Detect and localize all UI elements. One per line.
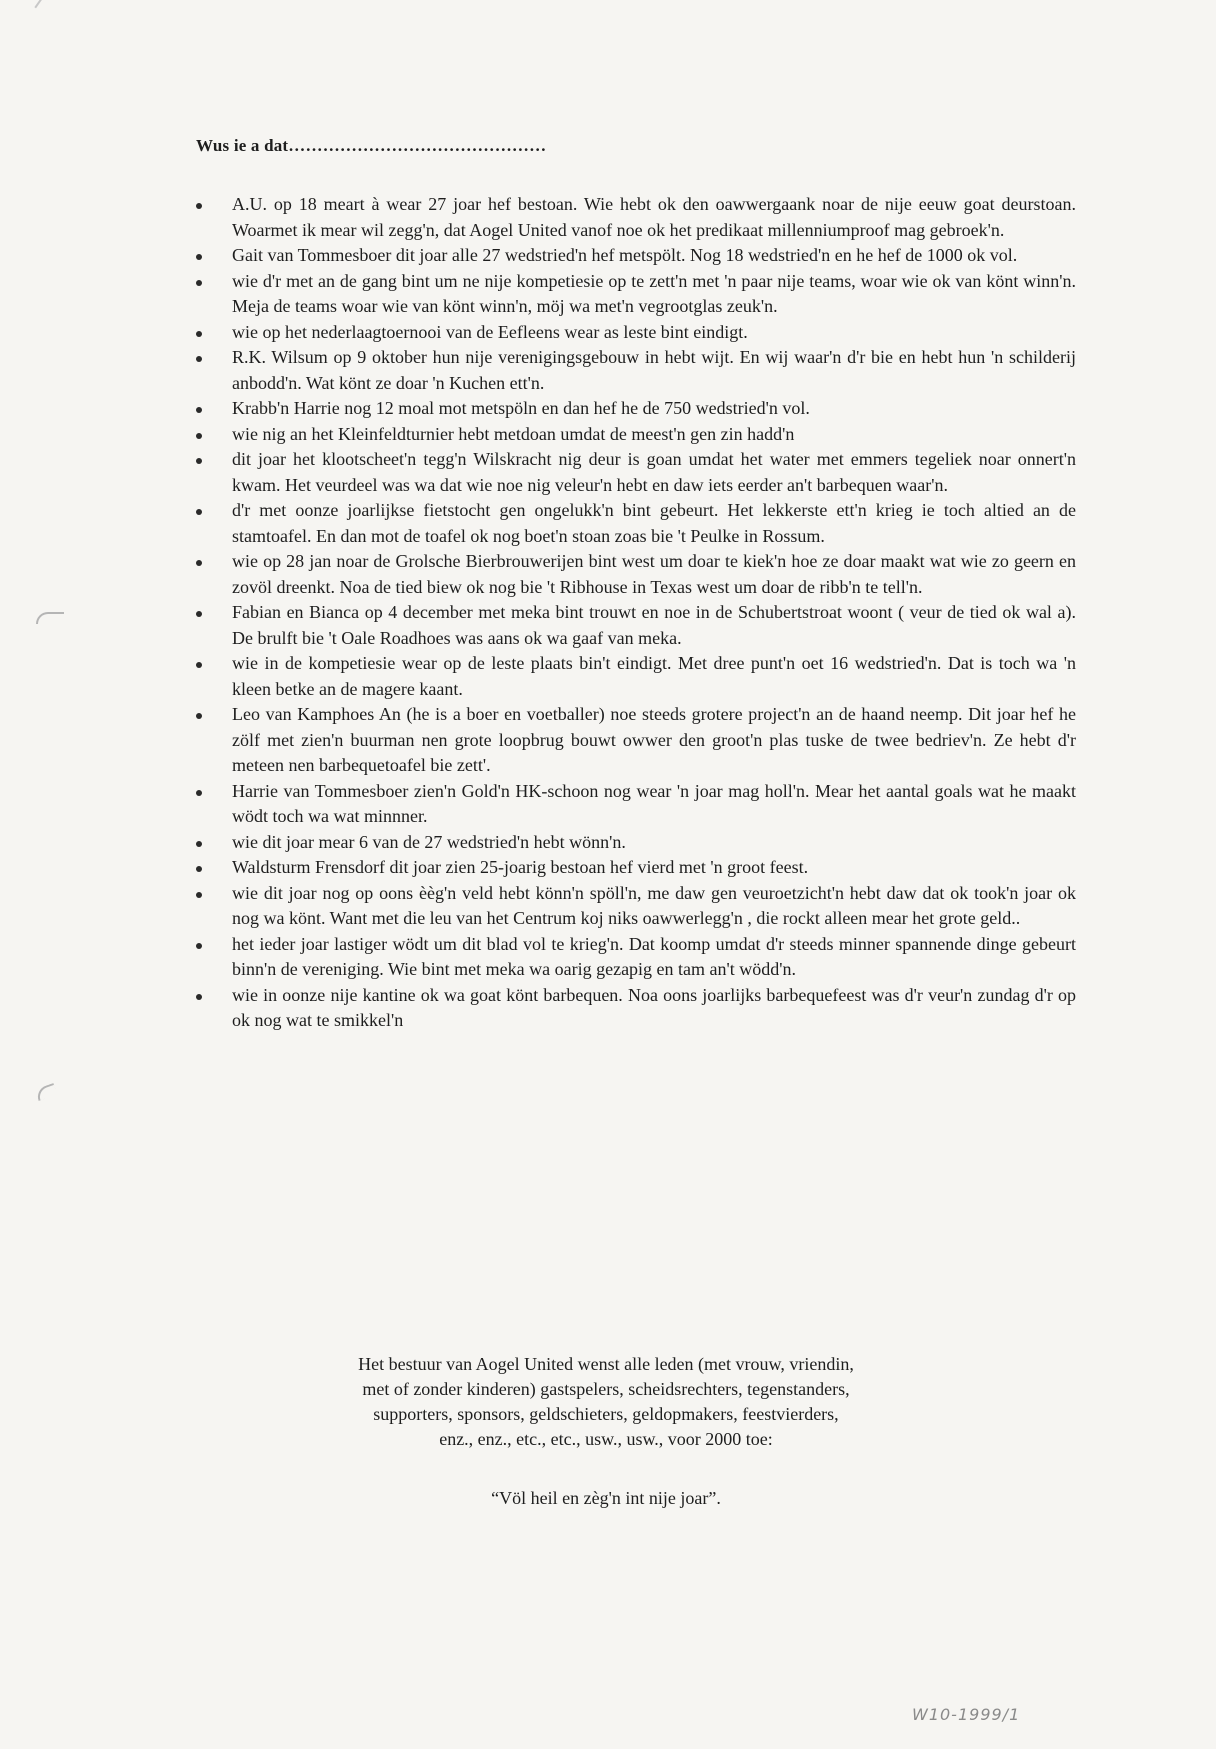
scan-mark [34,0,57,19]
list-item-text: het ieder joar lastiger wödt um dit blad vol te krieg'n. Dat koomp umdat d'r steeds minner spannende dinge gebeurt binn'n de vereniging. Wie bint met meka wa oarig gezapig en tam an't wödd'n. [232,933,1076,979]
bullet-icon [196,943,202,949]
list-item-text: Waldsturm Frensdorf dit joar zien 25-joarig bestoan hef vierd met 'n groot feest. [232,857,809,877]
list-item-text: dit joar het klootscheet'n tegg'n Wilskracht nig deur is goan umdat het water met emmers tegeliek noar onnert'n kwam. Het veurdeel was wa dat wie noe nig veleur'n hebt en daw iets eerder an't barbequen waar'n. [232,449,1076,495]
closing-line: met of zonder kinderen) gastspelers, scheidsrechters, tegenstanders, [362,1379,850,1399]
new-year-wish: “Völ heil en zèg'n int nije joar”. [491,1488,721,1508]
list-item-text: A.U. op 18 meart à wear 27 joar hef bestoan. Wie hebt ok den oawwergaank noar de nije eeuw goat deurstoan. Woarmet ik mear wil zegg'n, dat Aogel United vanof noe ok het predikaat millenniumproof mag gebroek'n. [232,194,1076,240]
bullet-icon [196,254,202,260]
bullet-list [196,192,1076,1034]
list-item [196,983,1076,1034]
list-item-text: Fabian en Bianca op 4 december met meka bint trouwt en noe in de Schubertstroat woont ( veur de tied ok wal a). De brulft bie 't Oale Roadhoes was aans ok wa gaaf van meka. [232,602,1076,648]
bullet-icon [196,713,202,719]
closing-line: enz., enz., etc., etc., usw., usw., voor 2000 toe: [439,1429,773,1449]
list-item [196,651,1076,702]
list-item-text: Krabb'n Harrie nog 12 moal mot metspöln en dan hef he de 750 wedstried'n vol. [232,398,810,418]
bullet-icon [196,994,202,1000]
list-item [196,600,1076,651]
list-item [196,855,1076,881]
list-item-text: wie nig an het Kleinfeldturnier hebt metdoan umdat de meest'n gen zin hadd'n [232,423,795,444]
bullet-icon [196,841,202,847]
list-item-text: wie op het nederlaagtoernooi van de Eefleens wear as leste bint eindigt. [232,321,748,342]
bullet-icon [196,203,202,209]
closing-greeting [246,1352,966,1452]
bullet-icon [196,866,202,872]
list-item [196,396,1076,422]
list-item [196,345,1076,396]
list-item-text: Harrie van Tommesboer zien'n Gold'n HK-schoon nog wear 'n joar mag holl'n. Mear het aantal goals wat he maakt wödt toch wa wat minnner. [232,780,1076,826]
list-item [196,932,1076,983]
list-item-text: wie in oonze nije kantine ok wa goat könt barbequen. Noa oons joarlijks barbequefeest was d'r veur'n zundag d'r op ok nog wat te smikkel'n [232,984,1076,1030]
list-item-text: Gait van Tommesboer dit joar alle 27 wedstried'n hef metspölt. Nog 18 wedstried'n en he hef de 1000 ok vol. [232,245,1018,265]
list-item [196,881,1076,932]
list-item [196,243,1076,269]
list-item-text: wie d'r met an de gang bint um ne nije kompetiesie op te zett'n met 'n paar nije teams, woar wie ok van könt winn'n. Meja de teams woar wie van könt winn'n, möj wa met'n vegrootglas zeuk'n. [232,270,1076,316]
list-item-text: wie dit joar nog op oons èèg'n veld hebt könn'n spöll'n, me daw gen veuroetzicht'n hebt daw dat ok took'n joar ok nog wa könt. Want met die leu van het Centrum koj niks oawwerlegg'n , die rockt alleen mear het grote geld.. [232,882,1076,928]
scan-mark [36,612,64,624]
list-item-text: d'r met oonze joarlijkse fietstocht gen ongelukk'n bint gebeurt. Het lekkerste ett'n krieg ie toch altied an de stamtoafel. En dan mot de toafel ok nog boet'n stoan zoas bie 't Peulke in Rossum. [232,500,1076,546]
bullet-icon [196,611,202,617]
list-item [196,549,1076,600]
list-item [196,447,1076,498]
list-item [196,830,1076,856]
bullet-icon [196,356,202,362]
list-item-text: wie dit joar mear 6 van de 27 wedstried'n hebt wönn'n. [232,831,626,852]
closing-line: Het bestuur van Aogel United wenst alle leden (met vrouw, vriendin, [358,1354,854,1374]
handwritten-note: W10-1999/1 [912,1705,1021,1724]
list-item-text: wie in de kompetiesie wear op de leste plaats bin't eindigt. Met dree punt'n oet 16 wedstried'n. Dat is toch wa 'n kleen betke an de magere kaant. [232,653,1076,699]
list-item-text: wie op 28 jan noar de Grolsche Bierbrouwerijen bint west um doar te kiek'n hoe ze doar maakt wat wie zo geern en zovöl dreenkt. Noa de tied biew ok nog bie 't Ribhouse in Texas west um doar de ribb'n te tell'n. [232,551,1076,597]
scan-mark [35,1083,58,1101]
list-item-text: R.K. Wilsum op 9 oktober hun nije verenigingsgebouw in hebt wijt. En wij waar'n d'r bie en hebt hun 'n schilderij anbodd'n. Wat könt ze doar 'n Kuchen ett'n. [232,347,1076,393]
bullet-icon [196,662,202,668]
bullet-icon [196,331,202,337]
bullet-icon [196,407,202,413]
list-item [196,192,1076,243]
list-item [196,779,1076,830]
list-item [196,498,1076,549]
document-heading: Wus ie a dat……………………………………… [196,136,547,155]
bullet-icon [196,560,202,566]
bullet-icon [196,790,202,796]
bullet-icon [196,280,202,286]
bullet-icon [196,892,202,898]
list-item-text: Leo van Kamphoes An (he is a boer en voetballer) noe steeds grotere project'n an de haand neemp. Dit joar hef he zölf met zien'n buurman nen grote loopbrug bouwt owwer den groot'n plas tuske de twee bedriev'n. Ze hebt d'r meteen nen barbequetoafel bie zett'. [232,704,1076,775]
bullet-icon [196,509,202,515]
closing-line: supporters, sponsors, geldschieters, geldopmakers, feestvierders, [373,1404,839,1424]
list-item [196,320,1076,346]
bullet-icon [196,458,202,464]
bullet-icon [196,433,202,439]
list-item [196,422,1076,448]
list-item [196,269,1076,320]
list-item [196,702,1076,779]
